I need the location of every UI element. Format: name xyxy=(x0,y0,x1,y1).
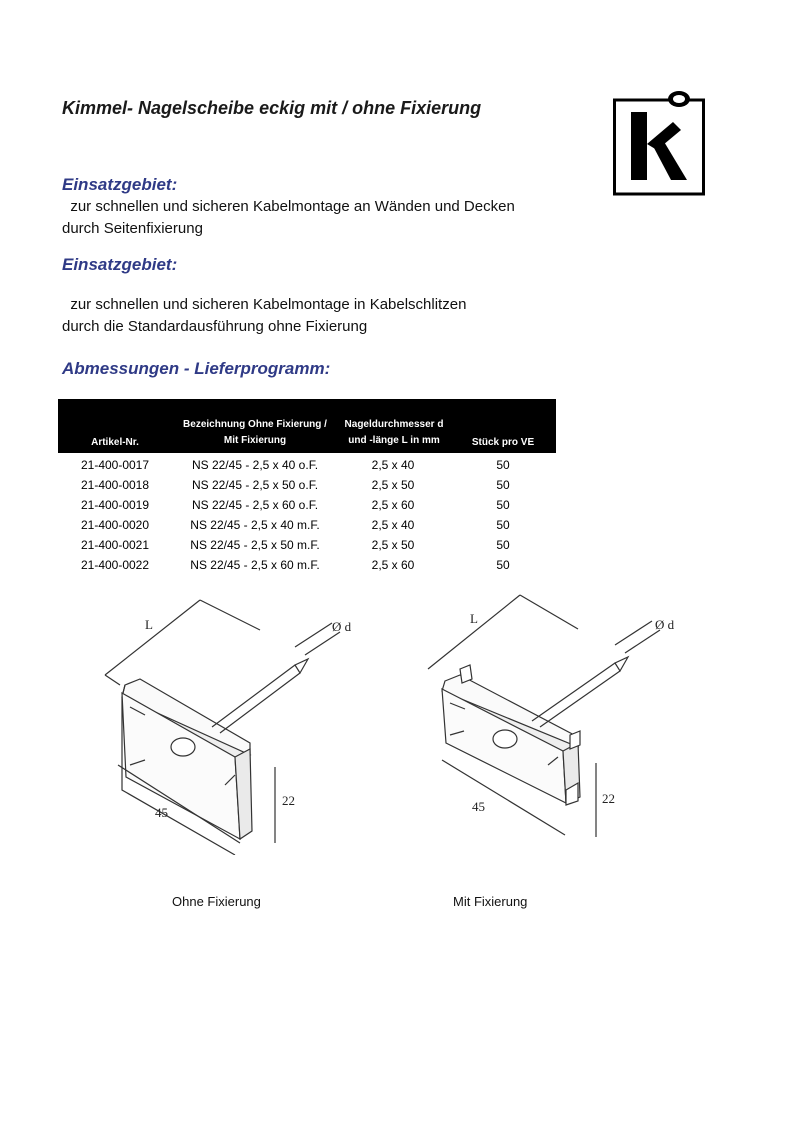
cell-stueck: 50 xyxy=(496,458,510,472)
header-nagel-line2: und -länge L in mm xyxy=(348,435,440,446)
table-heading: Abmessungen - Lieferprogramm: xyxy=(62,359,331,378)
header-nagel xyxy=(338,417,450,449)
cell-artikel: 21-400-0018 xyxy=(80,478,150,492)
cell-artikel: 21-400-0019 xyxy=(80,498,150,512)
table-row xyxy=(58,455,556,475)
header-bezeichnung xyxy=(172,417,338,449)
header-bezeichnung-line2: Mit Fixierung xyxy=(223,435,287,446)
cell-nagel: 2,5 x 40 xyxy=(371,458,415,472)
cell-stueck: 50 xyxy=(496,478,510,492)
label-45: 45 xyxy=(472,799,485,814)
cell-stueck: 50 xyxy=(496,538,510,552)
header-artikel: Artikel-Nr. xyxy=(91,437,139,448)
cell-nagel: 2,5 x 50 xyxy=(371,478,415,492)
cell-nagel: 2,5 x 60 xyxy=(371,558,415,572)
cell-stueck: 50 xyxy=(496,518,510,532)
table-row xyxy=(58,495,556,515)
document-title: Kimmel- Nagelscheibe eckig mit / ohne Fixierung xyxy=(62,98,482,118)
label-45: 45 xyxy=(155,805,168,820)
drawing-mit-fixierung xyxy=(420,585,700,855)
cell-stueck: 50 xyxy=(496,558,510,572)
table-row xyxy=(58,555,556,575)
label-L: L xyxy=(145,617,153,632)
cell-nagel: 2,5 x 50 xyxy=(371,538,415,552)
section-text: zur schnellen und sicheren Kabelmontage in Kabelschlitzen durch die Standardausführung ohne Fixierung xyxy=(62,296,467,335)
cell-bezeichnung: NS 22/45 - 2,5 x 60 m.F. xyxy=(190,558,320,572)
label-22: 22 xyxy=(602,791,615,806)
section-heading: Einsatzgebiet: xyxy=(62,255,178,274)
cell-bezeichnung: NS 22/45 - 2,5 x 60 o.F. xyxy=(191,498,319,512)
table-row xyxy=(58,535,556,555)
label-d: Ø d xyxy=(332,619,352,634)
cell-nagel: 2,5 x 60 xyxy=(371,498,415,512)
cell-artikel: 21-400-0017 xyxy=(80,458,150,472)
cell-bezeichnung: NS 22/45 - 2,5 x 40 m.F. xyxy=(190,518,320,532)
cell-artikel: 21-400-0021 xyxy=(80,538,150,552)
drawing-ohne-fixierung xyxy=(100,585,380,855)
cell-bezeichnung: NS 22/45 - 2,5 x 40 o.F. xyxy=(191,458,319,472)
header-stueck: Stück pro VE xyxy=(471,437,535,448)
caption-ohne-fixierung: Ohne Fixierung xyxy=(172,894,261,909)
header-nagel-line1: Nageldurchmesser d xyxy=(344,419,444,430)
label-22: 22 xyxy=(282,793,295,808)
cell-nagel: 2,5 x 40 xyxy=(371,518,415,532)
cell-artikel: 21-400-0020 xyxy=(80,518,150,532)
table-row xyxy=(58,475,556,495)
cell-bezeichnung: NS 22/45 - 2,5 x 50 o.F. xyxy=(191,478,319,492)
cell-artikel: 21-400-0022 xyxy=(80,558,150,572)
table-row xyxy=(58,515,556,535)
kimmel-logo xyxy=(613,86,705,196)
label-d: Ø d xyxy=(655,617,675,632)
cell-stueck: 50 xyxy=(496,498,510,512)
cell-bezeichnung: NS 22/45 - 2,5 x 50 m.F. xyxy=(190,538,320,552)
label-L: L xyxy=(470,611,478,626)
header-bezeichnung-line1: Bezeichnung Ohne Fixierung / xyxy=(183,419,327,430)
table-header xyxy=(58,399,556,453)
caption-mit-fixierung: Mit Fixierung xyxy=(453,894,528,909)
section-heading: Einsatzgebiet: xyxy=(62,175,178,194)
section-text: zur schnellen und sicheren Kabelmontage an Wänden und Decken durch Seitenfixierung xyxy=(62,198,515,237)
